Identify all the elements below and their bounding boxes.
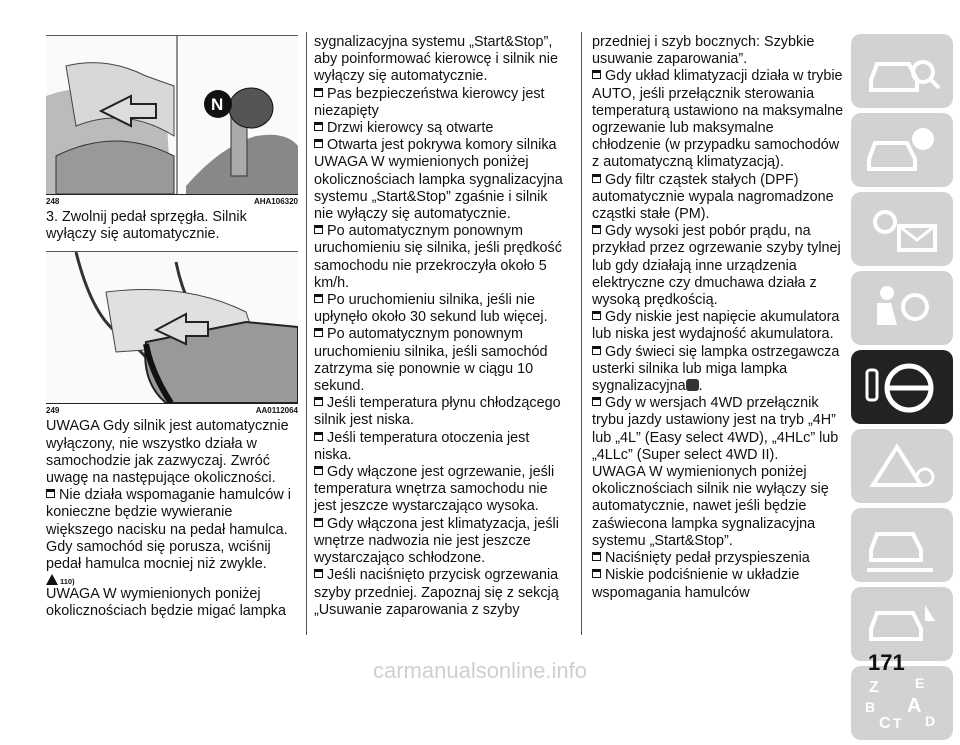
bullet-text: Jeśli temperatura otoczenia jest niska. — [314, 429, 530, 463]
bullet-text: Jeśli temperatura płynu chłodzącego silnik jest niska. — [314, 395, 561, 429]
bullet-text: Nie działa wspomaganie hamulców i konieczne będzie wywieranie większego nacisku na pedał hamulca. Gdy samochód się porusza, wciśnij pedał hamulca mocniej niż zwykle. — [46, 487, 291, 573]
gear-lever-illustration — [46, 36, 298, 194]
car-info-icon — [863, 121, 943, 179]
bullet-item — [592, 172, 845, 224]
bullet-text: Jeśli naciśnięto przycisk ogrzewania szyby przedniej. Zapoznaj się z sekcją „Usuwanie zaparowania z szyby — [314, 567, 559, 618]
figure-249 — [46, 251, 298, 404]
bullet-text: Gdy niskie jest napięcie akumulatora lub niska jest wydajność akumulatora. — [592, 309, 840, 343]
bullet-icon — [314, 294, 323, 303]
bullet-item — [592, 68, 845, 171]
bullet-text: Gdy wysoki jest pobór prądu, na przykład przez ogrzewanie szyby tylnej lub gdy działają inne urządzenia elektryczne czy dmuchawa działa z wysoką prędkością. — [592, 223, 841, 309]
car-lift-icon — [863, 516, 943, 574]
tab-emergency[interactable] — [851, 429, 953, 503]
bullet-text: Gdy włączona jest klimatyzacja, jeśli wnętrze nadwozia nie jest jeszcze wystarczająco schłodzone. — [314, 515, 559, 567]
paragraph: UWAGA W wymienionych poniżej okolicznościach silnik nie wyłączy się automatycznie, nawet jeśli będzie zaświecona lampka sygnalizacyjna systemu „Start&Stop”. — [592, 464, 829, 549]
tab-vehicle-overview[interactable] — [851, 34, 953, 108]
bullet-icon — [592, 70, 601, 79]
bullet-text: Gdy świeci się lampka ostrzegawcza usterki silnika lub miga lampka sygnalizacyjna — [592, 343, 840, 395]
bullet-text: Niskie podciśnienie w układzie wspomagania hamulców — [592, 567, 800, 601]
tab-vehicle-info[interactable] — [851, 113, 953, 187]
bullet-text: Gdy w wersjach 4WD przełącznik trybu jazdy ustawiony jest na tryb „4H” lub „4L” (Easy select 4WD), „4HLc” lub „4LLc” (Super select 4WD II). — [592, 395, 839, 463]
bullet-item — [592, 309, 845, 343]
bullet-item — [592, 395, 845, 464]
airbag-seat-icon — [863, 279, 943, 337]
bullet-item — [314, 326, 566, 395]
index-letter: Z — [869, 679, 879, 696]
watermark: carmanualsonline.info — [372, 658, 588, 683]
bullet-item — [592, 567, 845, 601]
breakdown-triangle-icon — [863, 437, 943, 495]
tab-maintenance[interactable] — [851, 508, 953, 582]
paragraph: przedniej i szyb bocznych: Szybkie usuwanie zaparowania”. — [592, 34, 815, 68]
start-stop-off-indicator-icon — [686, 379, 699, 391]
bullet-text: Gdy filtr cząstek stałych (DPF) automatycznie wypala nagromadzone cząstki stałe (PM). — [592, 171, 834, 223]
figure-249-code: AA0112064 — [255, 406, 298, 416]
column-2 — [314, 34, 566, 619]
paragraph: UWAGA W wymienionych poniżej okolicznościach lampka sygnalizacyjna systemu „Start&Stop” zgaśnie i silnik nie wyłączy się automatycznie. — [314, 154, 563, 223]
bullet-item — [314, 464, 566, 516]
bullet-icon — [314, 518, 323, 527]
bullet-text: Drzwi kierowcy są otwarte — [327, 120, 494, 137]
bullet-icon — [592, 569, 601, 578]
warning-reference — [46, 574, 298, 586]
chapter-index-tabs — [851, 34, 957, 745]
bullet-text: Po automatycznym ponownym uruchomieniu się silnika, jeśli prędkość samochodu nie przekroczyła około 5 km/h. — [314, 223, 562, 291]
warning-reference-number: 110) — [60, 577, 75, 587]
bullet-icon — [592, 174, 601, 183]
bullet-icon — [46, 489, 55, 498]
figure-249-number: 249 — [46, 406, 60, 416]
bullet-icon — [314, 466, 323, 475]
bullet-text: Po automatycznym ponownym uruchomieniu silnika, jeśli samochód zatrzyma się ponownie w ciągu 10 sekund. — [314, 326, 548, 395]
page-number: 171 — [868, 650, 905, 675]
figure-248-caption — [46, 197, 298, 206]
column-divider — [306, 32, 307, 635]
neutral-label: N — [211, 95, 224, 114]
figure-248-code: AHA106320 — [253, 197, 298, 206]
bullet-icon — [314, 139, 323, 148]
bullet-icon — [314, 122, 323, 131]
index-letter: C — [879, 715, 891, 732]
bullet-icon — [314, 88, 323, 97]
car-search-icon — [863, 42, 943, 100]
step-3-text: 3. Zwolnij pedał sprzęgła. Silnik wyłączy się automatycznie. — [46, 209, 247, 243]
index-letter: A — [907, 695, 922, 717]
bullet-icon — [314, 225, 323, 234]
bullet-icon — [314, 432, 323, 441]
tab-starting-driving[interactable] — [851, 350, 953, 424]
bullet-icon — [314, 328, 323, 337]
bullet-icon — [314, 397, 323, 406]
bullet-item — [314, 86, 566, 120]
bullet-item — [314, 137, 566, 154]
note-paragraph-1: UWAGA Gdy silnik jest automatycznie wyłączony, nie wszystko działa w samochodzie jak zazwyczaj. Zwróć uwagę na następujące okoliczności. — [46, 418, 289, 487]
bullet-item — [592, 550, 845, 567]
index-letter: D — [925, 713, 936, 729]
index-letter: B — [865, 699, 876, 715]
bullet-icon — [592, 311, 601, 320]
tab-warning-lights[interactable] — [851, 192, 953, 266]
bullet-text: Naciśnięty pedał przyspieszenia — [605, 550, 810, 567]
index-letter: E — [915, 675, 925, 691]
figure-249-caption — [46, 406, 298, 415]
column-divider — [581, 32, 582, 635]
bullet-text: Pas bezpieczeństwa kierowcy jest niezapięty — [314, 85, 545, 119]
bullet-item — [314, 395, 566, 429]
bullet-icon — [592, 397, 601, 406]
bullet-icon — [314, 569, 323, 578]
clutch-pedal-illustration — [46, 252, 298, 403]
warning-triangle-icon — [46, 574, 58, 585]
bullet-item — [314, 120, 566, 137]
column-3 — [592, 34, 845, 602]
bullet-text: Otwarta jest pokrywa komory silnika — [327, 137, 557, 154]
bullet-item — [592, 223, 845, 309]
bullet-item — [314, 223, 566, 292]
bullet-icon — [592, 552, 601, 561]
index-letter: T — [893, 715, 902, 731]
bullet-item — [314, 567, 566, 619]
bullet-icon — [592, 225, 601, 234]
bullet-text: Gdy włączone jest ogrzewanie, jeśli temperatura wnętrza samochodu nie jest jeszcze wystarczająco wysoka. — [314, 464, 555, 515]
bullet-item — [314, 292, 566, 326]
tab-safety[interactable] — [851, 271, 953, 345]
bullet-text: Po uruchomieniu silnika, jeśli nie upłynęło około 30 sekund lub więcej. — [314, 292, 548, 326]
bullet-text: Gdy układ klimatyzacji działa w trybie AUTO, jeśli przełącznik sterowania temperaturą ustawiono na maksymalne ogrzewanie lub maksymalne chłodzenie (w przypadku samochodów z automatyczną klimatyzacją). — [592, 68, 844, 171]
warning-light-icon — [863, 200, 943, 258]
bullet-icon — [592, 346, 601, 355]
car-spec-icon — [863, 595, 943, 653]
bullet-text-end: . — [698, 378, 703, 395]
bullet-item — [314, 430, 566, 464]
figure-248 — [46, 35, 298, 195]
paragraph: sygnalizacyjna systemu „Start&Stop”, aby poinformować kierowcę i silnik nie wyłączy się automatycznie. — [314, 34, 558, 85]
note-paragraph-2: UWAGA W wymienionych poniżej okolicznościach będzie migać lampka — [46, 586, 286, 620]
bullet-item — [314, 516, 566, 568]
bullet-item — [592, 344, 845, 396]
figure-248-number: 248 — [46, 197, 60, 206]
bullet-item — [46, 487, 298, 573]
column-1 — [46, 0, 298, 621]
key-steering-wheel-icon — [863, 358, 943, 416]
